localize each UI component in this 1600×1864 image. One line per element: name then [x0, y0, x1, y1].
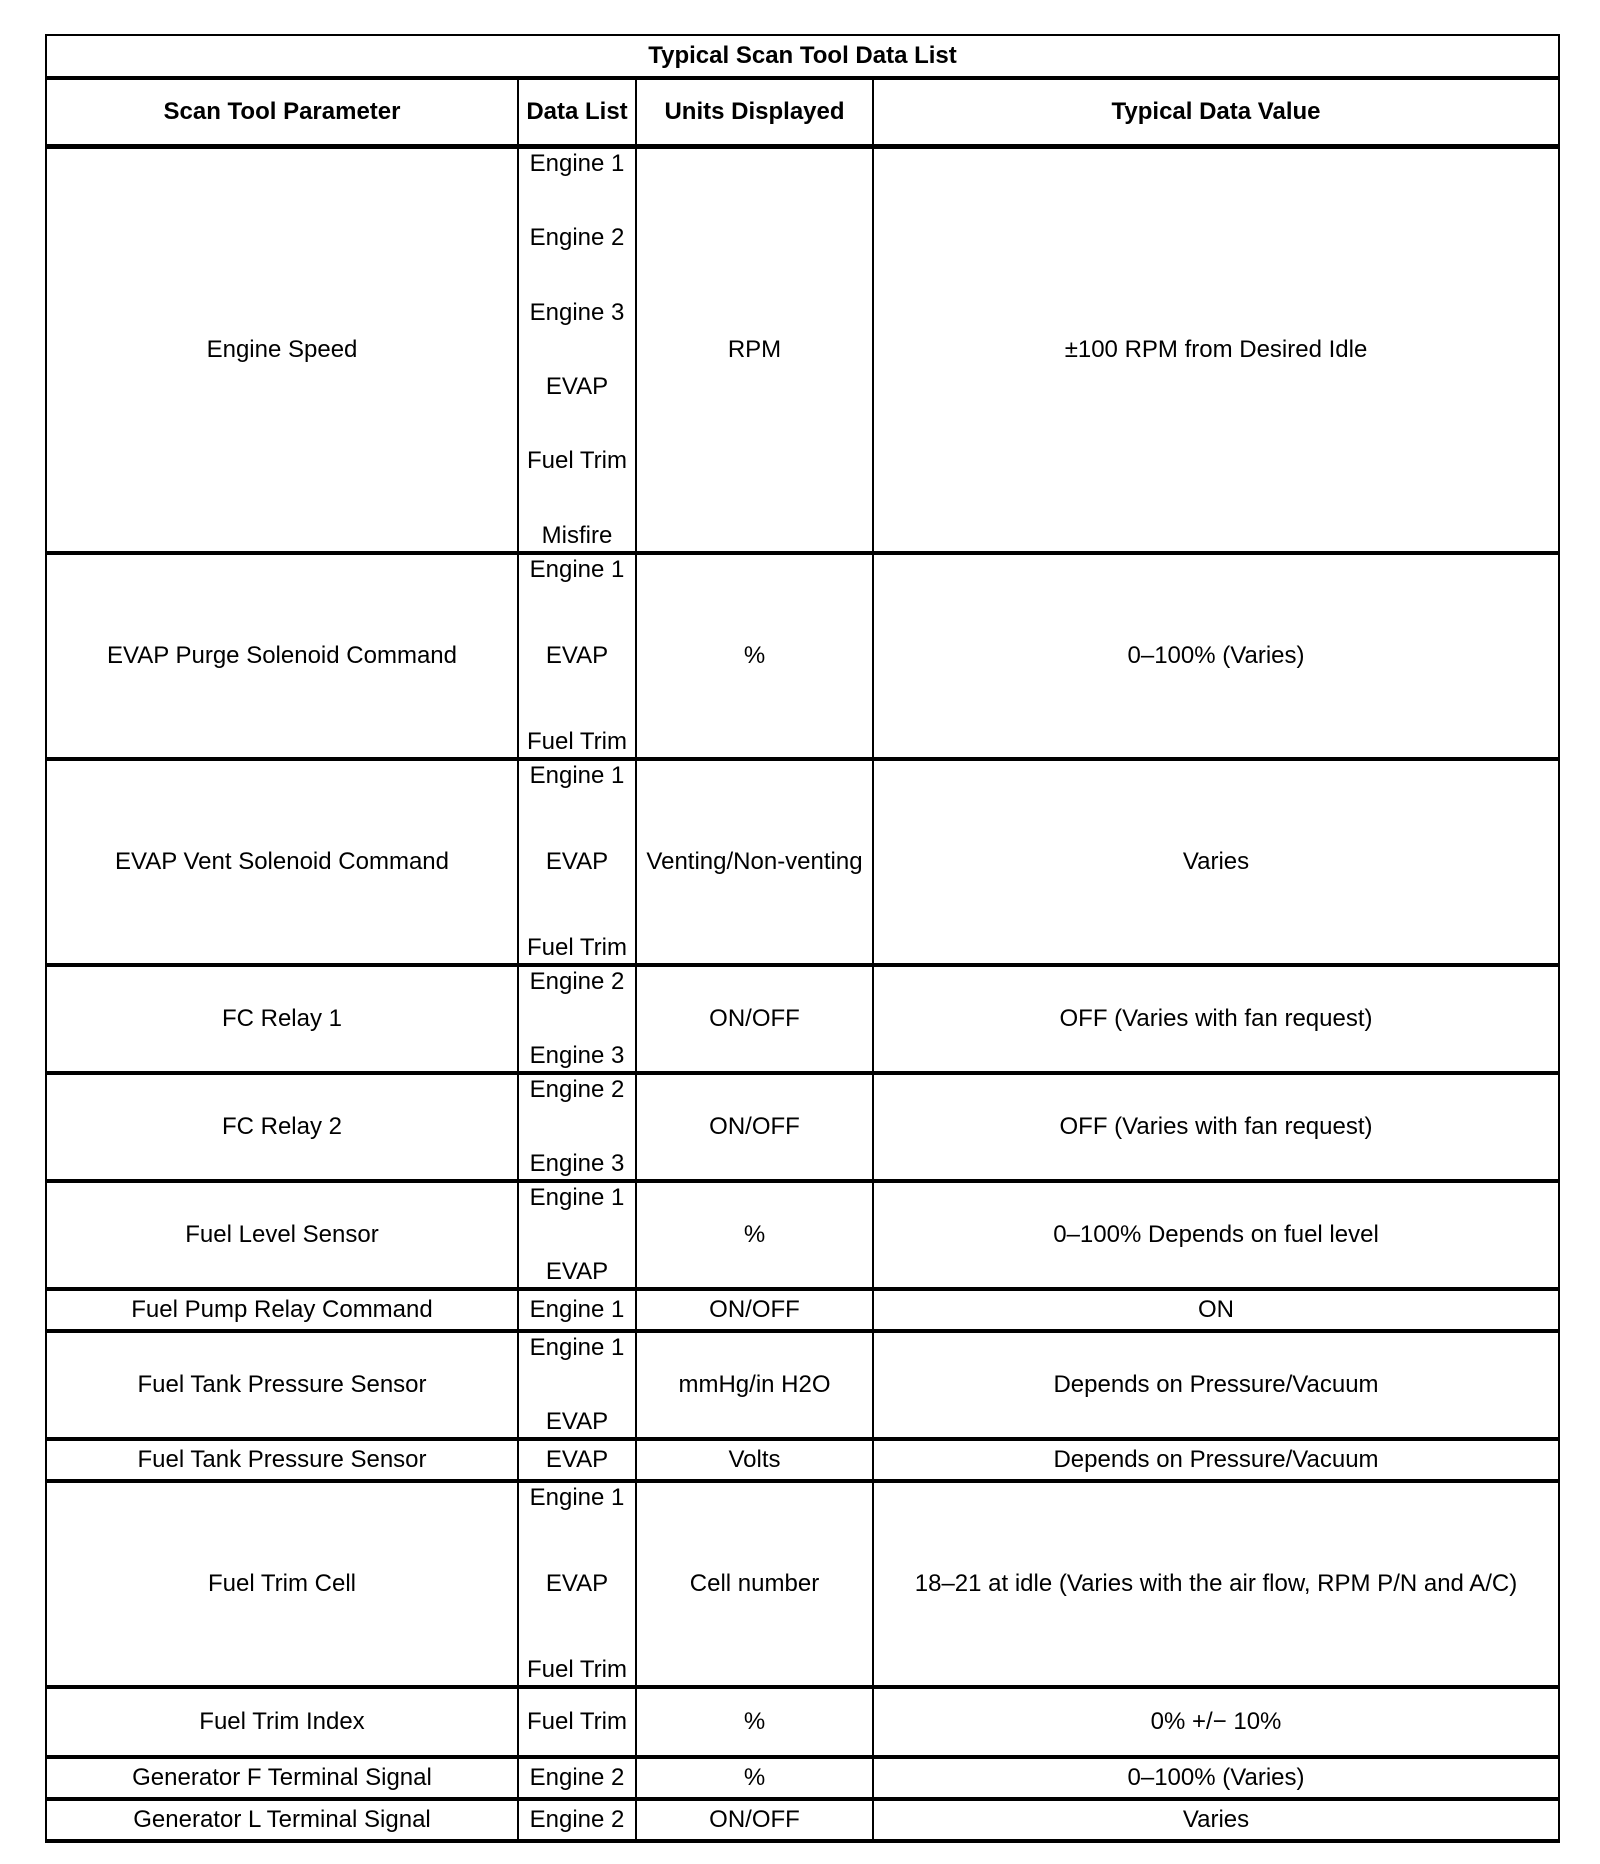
data-list-item: Misfire — [541, 521, 613, 549]
header-data-list: Data List — [518, 78, 636, 147]
data-list-item: Engine 1 — [529, 1295, 625, 1323]
cell-data-list — [518, 1799, 636, 1841]
data-list-item: EVAP — [545, 1445, 609, 1473]
cell-typical-value: 18–21 at idle (Varies with the air flow, RPM P/N and A/C) — [873, 1481, 1559, 1687]
data-list-item: Engine 1 — [529, 761, 625, 789]
cell-parameter: Engine Speed — [46, 147, 518, 553]
cell-data-list — [518, 965, 636, 1073]
table-row — [46, 1331, 1559, 1439]
cell-typical-value: OFF (Varies with fan request) — [873, 965, 1559, 1073]
header-units-displayed: Units Displayed — [636, 78, 873, 147]
table-row — [46, 1181, 1559, 1289]
table-row — [46, 759, 1559, 965]
data-list-item: Engine 1 — [529, 1333, 625, 1361]
cell-parameter: Fuel Pump Relay Command — [46, 1289, 518, 1331]
data-list-item: Engine 3 — [529, 1041, 625, 1069]
cell-units: % — [636, 1687, 873, 1757]
data-list-item: Engine 1 — [529, 1483, 625, 1511]
data-list-item: EVAP — [545, 847, 609, 875]
data-list-item: Engine 3 — [529, 1149, 625, 1177]
cell-parameter: Fuel Tank Pressure Sensor — [46, 1439, 518, 1481]
cell-typical-value: 0% +/− 10% — [873, 1687, 1559, 1757]
cell-data-list — [518, 1181, 636, 1289]
data-list-item: EVAP — [545, 372, 609, 400]
table-row — [46, 1799, 1559, 1841]
cell-units: % — [636, 1757, 873, 1799]
data-list-item: Engine 2 — [529, 1763, 625, 1791]
cell-typical-value: ON — [873, 1289, 1559, 1331]
cell-parameter: FC Relay 2 — [46, 1073, 518, 1181]
data-list-item: Engine 1 — [529, 555, 625, 583]
cell-typical-value: 0–100% Depends on fuel level — [873, 1181, 1559, 1289]
data-list-item: Fuel Trim — [526, 727, 627, 755]
cell-units: Volts — [636, 1439, 873, 1481]
cell-typical-value: Depends on Pressure/Vacuum — [873, 1439, 1559, 1481]
cell-data-list — [518, 553, 636, 759]
data-list-item: Fuel Trim — [526, 1707, 627, 1735]
table-row — [46, 1439, 1559, 1481]
table-title: Typical Scan Tool Data List — [46, 35, 1559, 78]
cell-units: ON/OFF — [636, 965, 873, 1073]
data-list-item: EVAP — [545, 1257, 609, 1285]
cell-units: RPM — [636, 147, 873, 553]
cell-units: % — [636, 553, 873, 759]
cell-units: ON/OFF — [636, 1799, 873, 1841]
cell-data-list — [518, 1289, 636, 1331]
cell-typical-value: Varies — [873, 759, 1559, 965]
cell-parameter: Generator L Terminal Signal — [46, 1799, 518, 1841]
data-list-item: Engine 2 — [529, 1805, 625, 1833]
data-list-item: Fuel Trim — [526, 933, 627, 961]
table-row — [46, 147, 1559, 553]
cell-units: Cell number — [636, 1481, 873, 1687]
cell-units: Venting/Non-venting — [636, 759, 873, 965]
cell-units: % — [636, 1181, 873, 1289]
table-body — [46, 147, 1559, 1841]
scan-tool-data-table — [45, 34, 1560, 1843]
cell-parameter: Generator F Terminal Signal — [46, 1757, 518, 1799]
cell-parameter: EVAP Vent Solenoid Command — [46, 759, 518, 965]
data-list-item: EVAP — [545, 1407, 609, 1435]
table-row — [46, 965, 1559, 1073]
cell-typical-value: Depends on Pressure/Vacuum — [873, 1331, 1559, 1439]
cell-data-list — [518, 759, 636, 965]
cell-typical-value: ±100 RPM from Desired Idle — [873, 147, 1559, 553]
cell-data-list — [518, 1439, 636, 1481]
header-typical-data-value: Typical Data Value — [873, 78, 1559, 147]
cell-units: ON/OFF — [636, 1289, 873, 1331]
cell-data-list — [518, 1331, 636, 1439]
data-list-item: Engine 3 — [529, 298, 625, 326]
data-list-item: Engine 2 — [529, 1075, 625, 1103]
data-list-item: Fuel Trim — [526, 1655, 627, 1683]
cell-parameter: FC Relay 1 — [46, 965, 518, 1073]
data-list-item: Engine 1 — [529, 1183, 625, 1211]
cell-typical-value: 0–100% (Varies) — [873, 553, 1559, 759]
table-row — [46, 1757, 1559, 1799]
data-list-item: Engine 1 — [529, 149, 625, 177]
cell-data-list — [518, 147, 636, 553]
data-list-item: EVAP — [545, 1569, 609, 1597]
header-scan-tool-parameter: Scan Tool Parameter — [46, 78, 518, 147]
cell-data-list — [518, 1481, 636, 1687]
data-list-item: Fuel Trim — [526, 447, 627, 475]
cell-parameter: Fuel Trim Cell — [46, 1481, 518, 1687]
cell-parameter: Fuel Tank Pressure Sensor — [46, 1331, 518, 1439]
cell-typical-value: OFF (Varies with fan request) — [873, 1073, 1559, 1181]
cell-parameter: Fuel Trim Index — [46, 1687, 518, 1757]
data-list-item: Engine 2 — [529, 967, 625, 995]
table-row — [46, 1687, 1559, 1757]
cell-typical-value: Varies — [873, 1799, 1559, 1841]
cell-units: ON/OFF — [636, 1073, 873, 1181]
table-row — [46, 1073, 1559, 1181]
table-row — [46, 553, 1559, 759]
cell-data-list — [518, 1687, 636, 1757]
data-list-item: EVAP — [545, 641, 609, 669]
cell-typical-value: 0–100% (Varies) — [873, 1757, 1559, 1799]
cell-parameter: Fuel Level Sensor — [46, 1181, 518, 1289]
cell-units: mmHg/in H2O — [636, 1331, 873, 1439]
data-list-item: Engine 2 — [529, 224, 625, 252]
table-row — [46, 1481, 1559, 1687]
cell-parameter: EVAP Purge Solenoid Command — [46, 553, 518, 759]
cell-data-list — [518, 1073, 636, 1181]
cell-data-list — [518, 1757, 636, 1799]
table-row — [46, 1289, 1559, 1331]
